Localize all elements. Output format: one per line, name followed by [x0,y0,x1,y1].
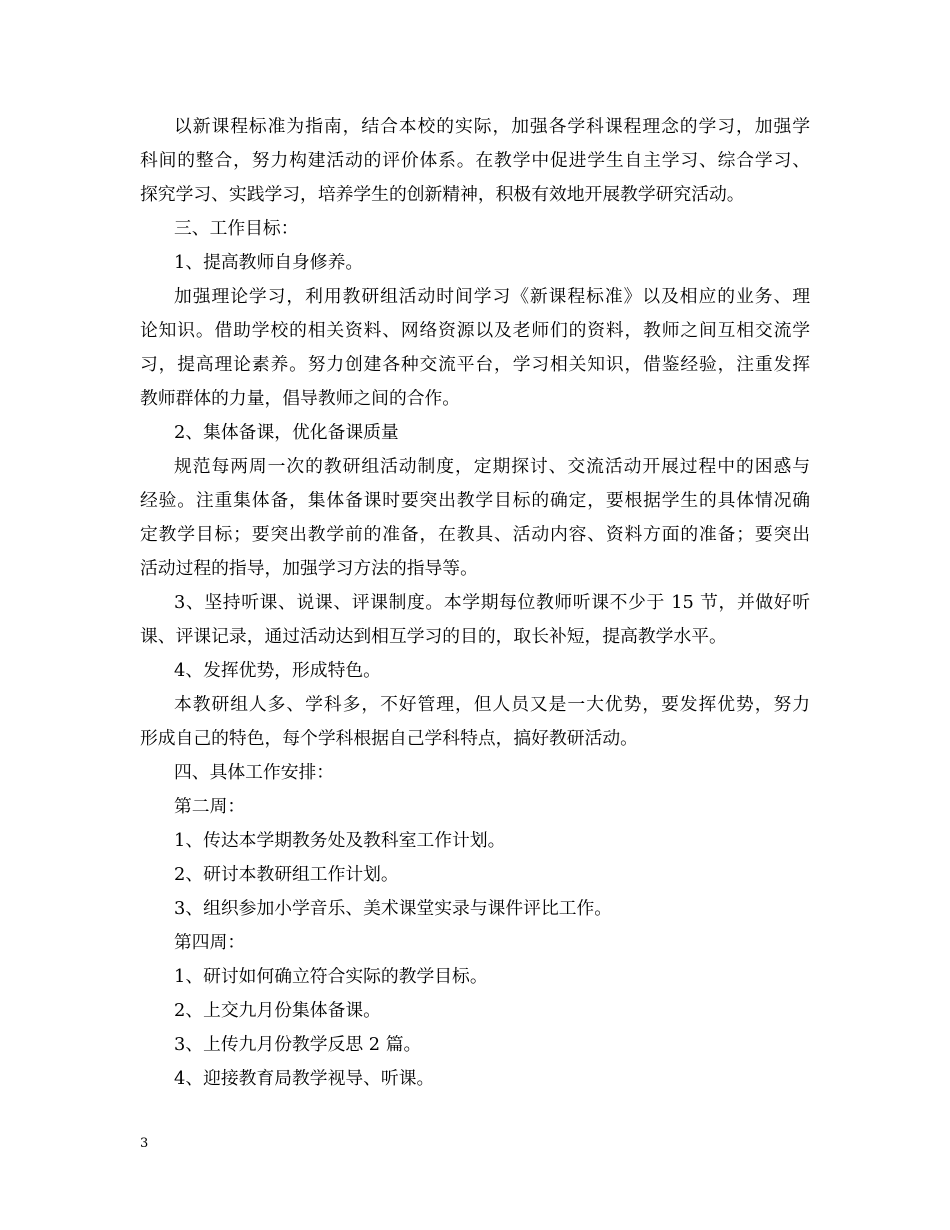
text-line: 定教学目标；要突出教学前的准备，在教具、活动内容、资料方面的准备；要突出 [140,524,810,545]
paragraph [140,212,810,246]
paragraph [140,1028,810,1062]
text-line: 2、上交九月份集体备课。 [174,1000,381,1021]
paragraph [140,1062,810,1096]
text-line: 课、评课记录，通过活动达到相互学习的目的，取长补短，提高教学水平。 [140,626,727,647]
paragraph [140,450,810,586]
paragraph [140,994,810,1028]
text-line: 形成自己的特色，每个学科根据自己学科特点，搞好教研活动。 [140,728,638,749]
text-line: 1、提高教师自身修养。 [174,252,364,273]
paragraph [140,926,810,960]
text-line: 科间的整合，努力构建活动的评价体系。在教学中促进学生自主学习、综合学习、 [140,150,810,171]
paragraph [140,246,810,280]
text-line: 三、工作目标： [174,218,299,239]
text-line: 习，提高理论素养。努力创建各种交流平台，学习相关知识，借鉴经验，注重发挥 [140,354,810,375]
text-line: 以新课程标准为指南，结合本校的实际，加强各学科课程理念的学习，加强学 [174,116,810,137]
text-line: 规范每两周一次的教研组活动制度，定期探讨、交流活动开展过程中的困惑与 [174,456,810,477]
text-line: 3、坚持听课、说课、评课制度。本学期每位教师听课不少于 15 节，并做好听 [174,592,810,613]
paragraph [140,858,810,892]
text-line: 四、具体工作安排： [174,762,335,783]
text-line: 1、传达本学期教务处及教科室工作计划。 [174,830,506,851]
paragraph [140,586,810,654]
text-line: 探究学习、实践学习，培养学生的创新精神，积极有效地开展教学研究活动。 [140,184,745,205]
text-line: 3、上传九月份教学反思 2 篇。 [174,1034,422,1055]
paragraph [140,960,810,994]
text-line: 加强理论学习，利用教研组活动时间学习《新课程标准》以及相应的业务、理 [174,286,810,307]
paragraph [140,416,810,450]
paragraph [140,688,810,756]
text-line: 第四周： [174,932,246,953]
text-line: 2、集体备课，优化备课质量 [174,422,399,443]
document-body [140,110,810,1096]
text-line: 第二周： [174,796,246,817]
text-line: 论知识。借助学校的相关资料、网络资源以及老师们的资料，教师之间互相交流学 [140,320,810,341]
paragraph [140,280,810,416]
paragraph [140,654,810,688]
paragraph [140,824,810,858]
text-line: 4、发挥优势，形成特色。 [174,660,381,681]
text-line: 本教研组人多、学科多，不好管理，但人员又是一大优势，要发挥优势，努力 [174,694,810,715]
text-line: 经验。注重集体备，集体备课时要突出教学目标的确定，要根据学生的具体情况确 [140,490,810,511]
text-line: 教师群体的力量，倡导教师之间的合作。 [140,388,461,409]
text-line: 活动过程的指导，加强学习方法的指导等。 [140,558,478,579]
paragraph [140,790,810,824]
paragraph [140,756,810,790]
text-line: 2、研讨本教研组工作计划。 [174,864,399,885]
text-line: 4、迎接教育局教学视导、听课。 [174,1068,435,1089]
paragraph [140,110,810,212]
text-line: 1、研讨如何确立符合实际的教学目标。 [174,966,488,987]
text-line: 3、组织参加小学音乐、美术课堂实录与课件评比工作。 [174,898,613,919]
paragraph [140,892,810,926]
page-number: 3 [140,1136,149,1151]
